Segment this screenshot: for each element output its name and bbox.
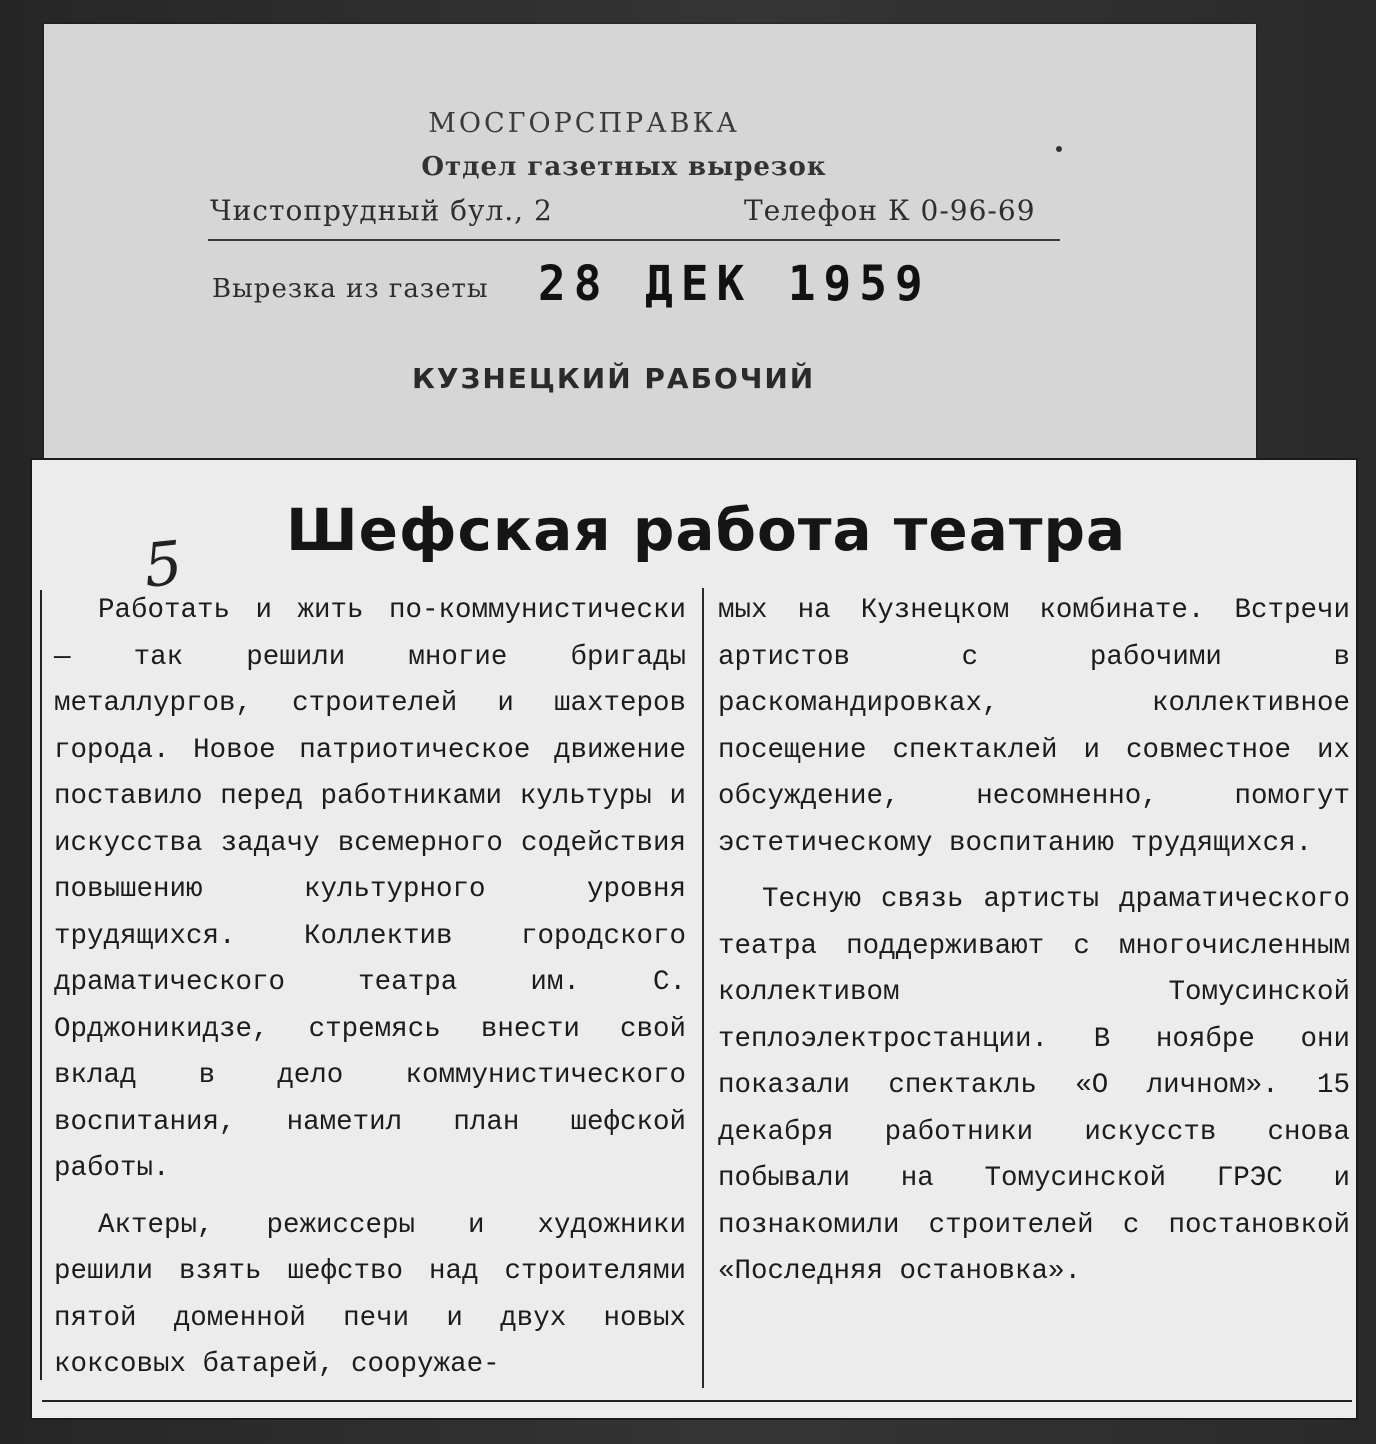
newspaper-clipping xyxy=(30,458,1358,1420)
clipping-bottom-edge xyxy=(42,1400,1352,1402)
handwritten-number: 5 xyxy=(140,528,186,602)
paragraph: Работать и жить по-коммунистически — так решили многие бригады металлургов, строителей и шахтеров города. Новое патриотическое движение поставило перед работниками культуры и искусства задачу всемерного содействия повышению культурного уровня трудящихся. Коллектив городского драматического театра им. С. Орджоникидзе, стремясь внести свой вклад в дело коммунистического воспитания, наметил план шефской работы. xyxy=(54,595,686,1184)
agency-department: Отдел газетных вырезок xyxy=(421,152,827,182)
agency-name: МОСГОРСПРАВКА xyxy=(428,108,740,139)
article-right-column xyxy=(718,588,1350,1296)
date-stamp: 28 ДЕК 1959 xyxy=(538,254,931,312)
clipping-service-slip xyxy=(44,24,1256,484)
slip-divider xyxy=(208,239,1060,241)
newspaper-name: КУЗНЕЦКИЙ РАБОЧИЙ xyxy=(412,362,816,395)
agency-phone: Телефон К 0-96-69 xyxy=(744,194,1036,227)
column-divider xyxy=(702,588,704,1388)
paragraph: Актеры, режиссеры и художники решили взять шефство над строителями пятой доменной печи и двух новых коксовых батарей, сооружае- xyxy=(54,1209,686,1380)
paragraph-continuation: мых на Кузнецком комбинате. Встречи артистов с рабочими в раскомандировках, коллективное посещение спектаклей и совместное их обсуждение, несомненно, помогут эстетическому воспитанию трудящихся. xyxy=(718,595,1350,859)
ink-dot xyxy=(1056,146,1062,152)
clipping-label: Вырезка из газеты xyxy=(212,274,489,304)
agency-address: Чистопрудный бул., 2 xyxy=(210,194,553,227)
paragraph: Тесную связь артисты драматического театра поддерживают с многочисленным коллективом Томусинской теплоэлектростанции. В ноябре они показали спектакль «О личном». 15 декабря работники искусств снова побывали на Томусинской ГРЭС и познакомили строителей с постановкой «Последняя остановка». xyxy=(718,884,1350,1287)
article-left-column xyxy=(54,588,686,1389)
clipping-edge xyxy=(40,590,42,1380)
article-headline: Шефская работа театра xyxy=(286,496,1127,564)
